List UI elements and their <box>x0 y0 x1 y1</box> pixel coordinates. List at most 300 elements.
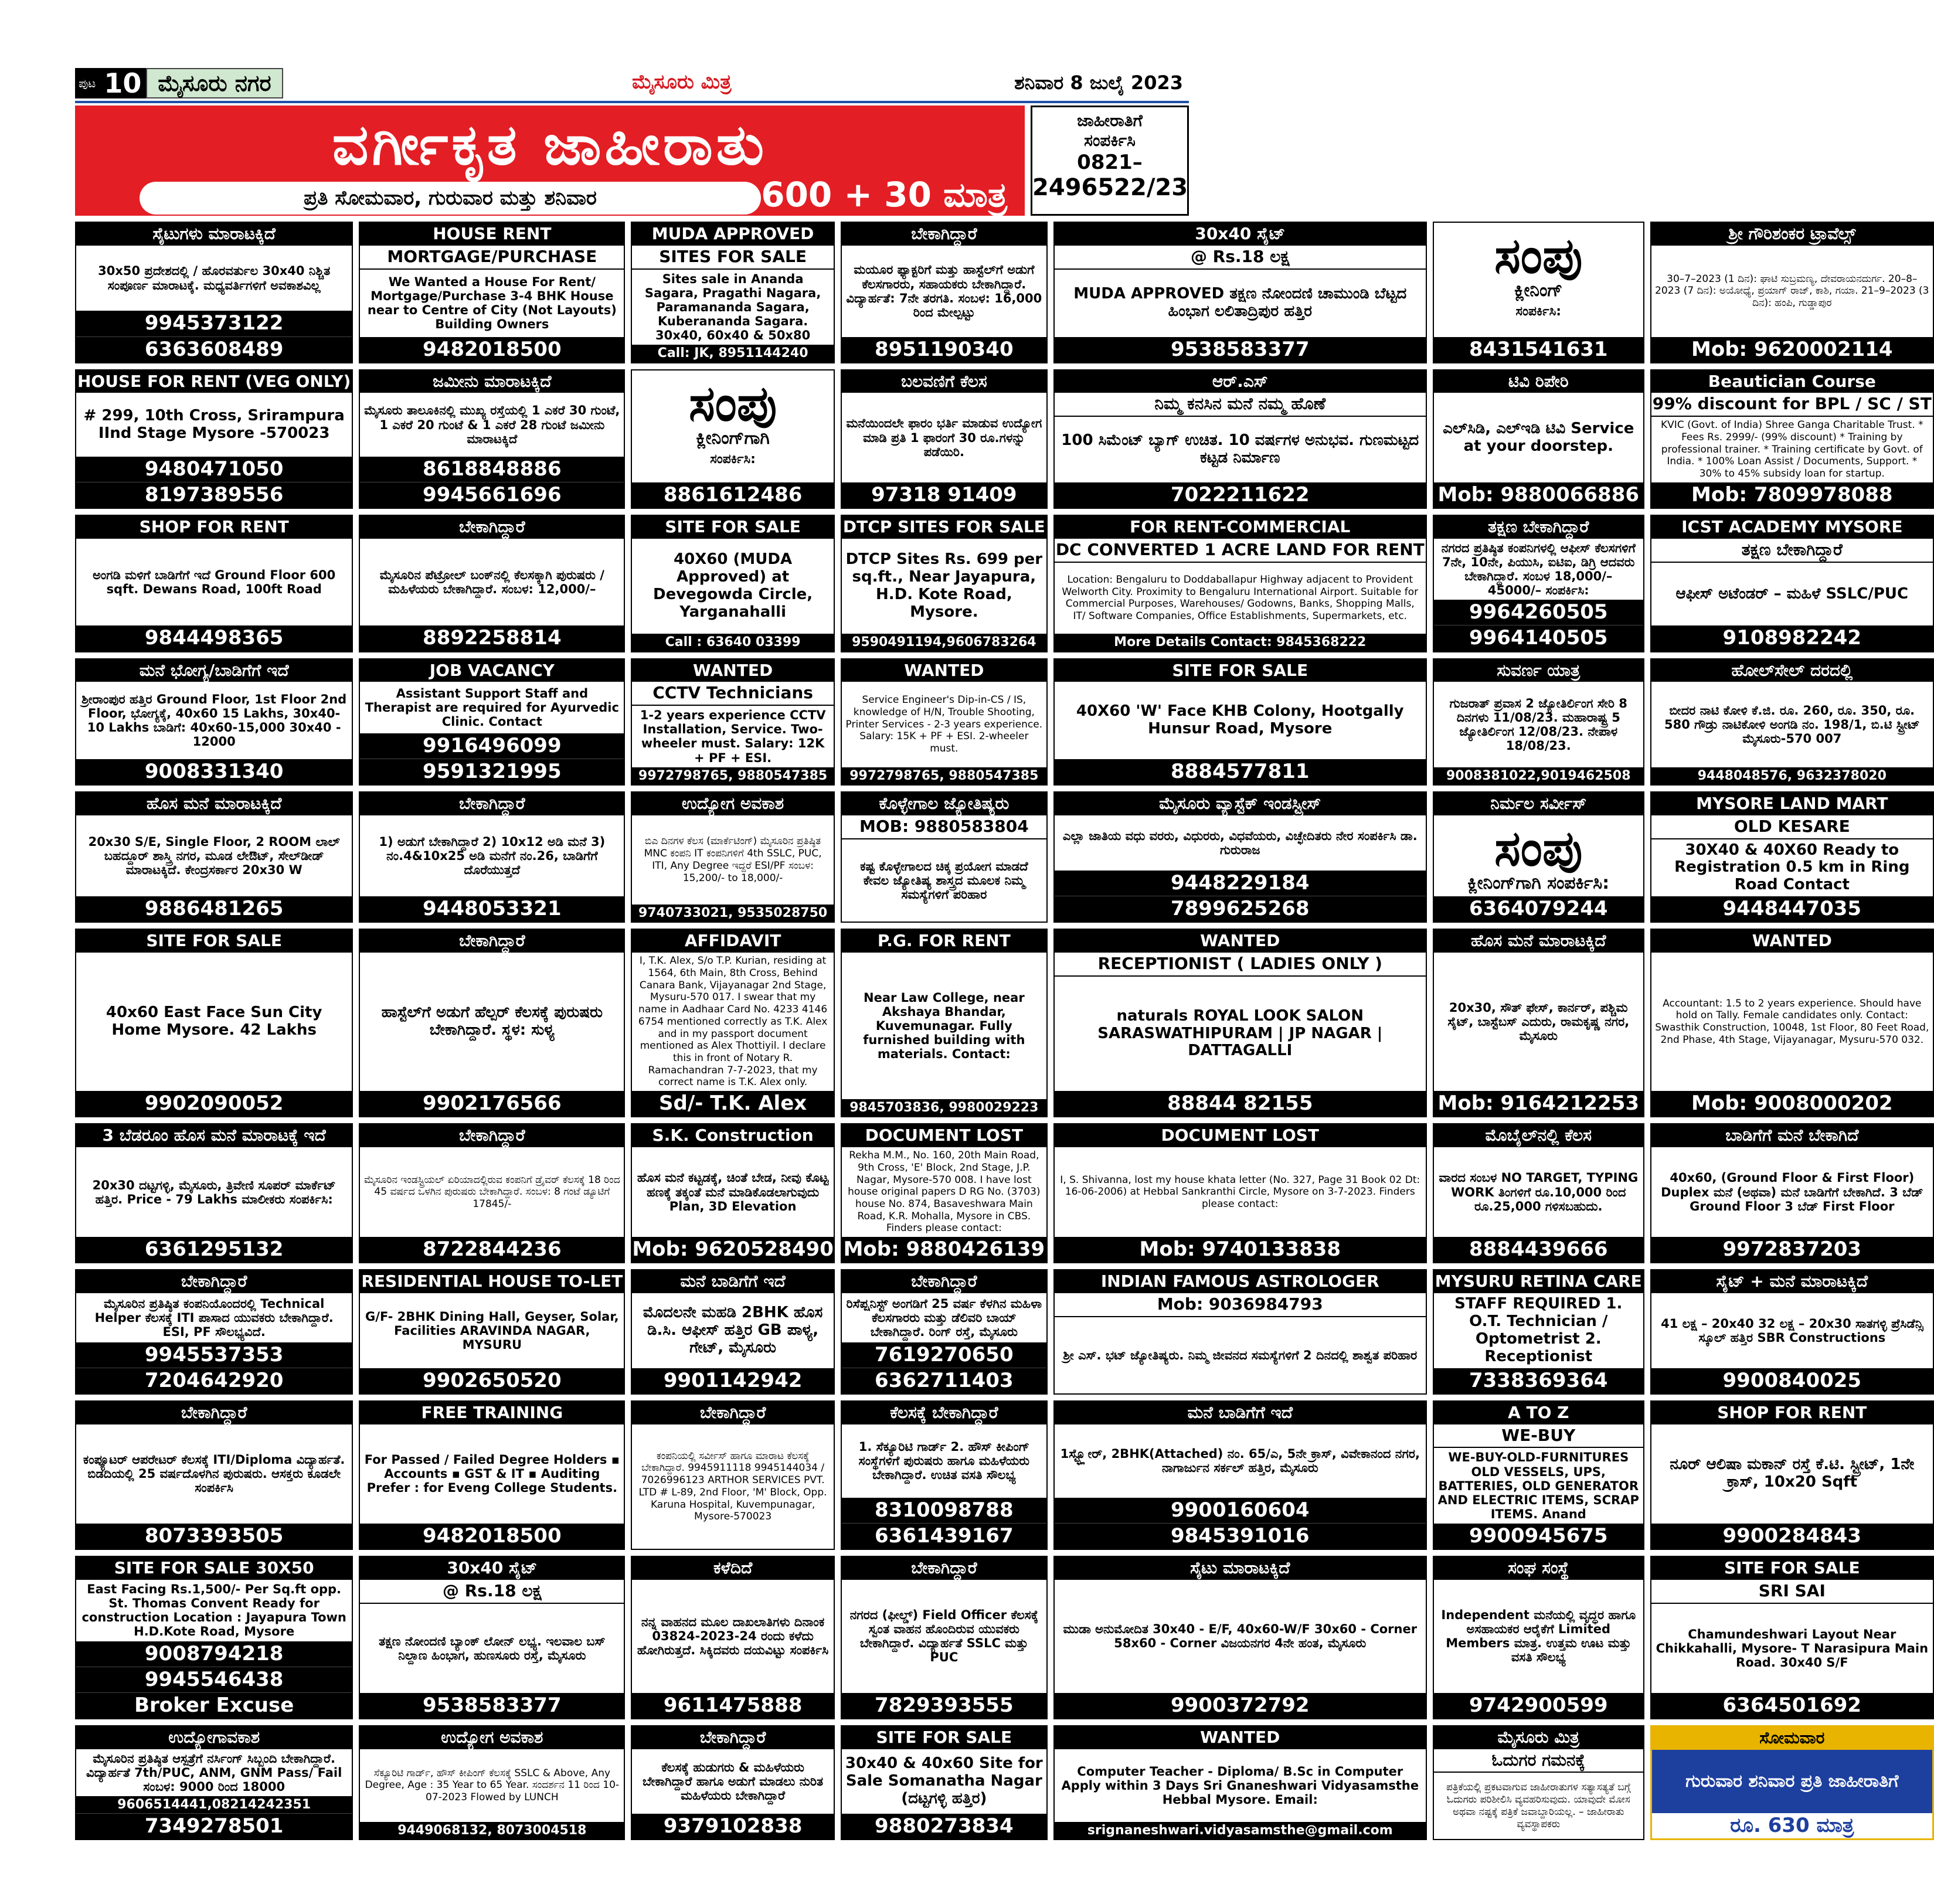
classified-ad <box>1433 1123 1644 1263</box>
ad-heading: SITE FOR SALE <box>76 930 352 953</box>
ad-body: 30–7–2023 (1 ದಿನ): ಘಾಟಿ ಸುಬ್ರಮಣ್ಯ, ದೇವರಾಯನದುರ್ಗ. 20–8–2023 (7 ದಿನ): ಅಯೋಧ್ಯೆ, ಪ್ರಯಾಗ್ ರಾಜ್, ಕಾಶಿ, ಗಯಾ. 21–9–2023 (3 ದಿನ): ಹಂಪಿ, ಗುಡ್ಡಾಪುರ <box>1655 273 1929 310</box>
classified-ad <box>841 1400 1048 1550</box>
ad-heading: A TO Z <box>1434 1402 1643 1424</box>
classified-ad <box>631 515 835 652</box>
classified-ad <box>1650 1400 1934 1550</box>
ad-phone: 9900840025 <box>1651 1368 1933 1393</box>
ad-phone: 9972798765, 9880547385 <box>632 767 834 784</box>
ad-phone: 9482018500 <box>360 1524 624 1549</box>
ad-heading: ಶ್ರೀ ಗೌರಿಶಂಕರ ಟ್ರಾವೆಲ್ಸ್ <box>1651 223 1933 246</box>
classified-ad <box>1053 929 1427 1117</box>
ad-body: ಮೈಸೂರು ತಾಲೂಕಿನಲ್ಲಿ ಮುಖ್ಯ ರಸ್ತೆಯಲ್ಲಿ 1 ಎಕರೆ 30 ಗುಂಟೆ, 1 ಎಕರೆ 20 ಗುಂಟೆ & 1 ಎಕರೆ 28 ಗುಂಟೆ ಜಮೀನು ಮಾರಾಟಕ್ಕಿದೆ <box>364 403 620 446</box>
classified-ad <box>1650 1269 1934 1394</box>
ad-heading: ಬೇಕಾಗಿದ್ದಾರೆ <box>76 1270 352 1293</box>
ad-subheading: @ Rs.18 ಲಕ್ಷ <box>360 1580 624 1604</box>
classified-ad <box>359 791 625 923</box>
ad-phone: 7204642920 <box>76 1368 352 1393</box>
ad-subheading: RECEPTIONIST ( LADIES ONLY ) <box>1055 953 1426 977</box>
ad-heading: HOUSE RENT <box>360 223 624 246</box>
ad-heading: ಸೋಮವಾರ <box>1652 1727 1932 1750</box>
ad-body: 1ಸ್ಟ್ಫ್ಲೋರ್, 2BHK(Attached) ನಂ. 65/ಎ, 5ನೇ ಕ್ರಾಸ್, ವಿವೇಕಾನಂದ ನಗರ, ನಾಗಾರ್ಜುನ ಸರ್ಕಲ್ ಹತ್ತಿರ, ಮೈಸೂರು <box>1060 1447 1420 1475</box>
classified-ad <box>1433 1400 1644 1550</box>
classified-ad <box>841 515 1048 652</box>
ad-subheading: SRI SAI <box>1651 1580 1933 1604</box>
ad-subheading: MOB: 9880583804 <box>842 815 1046 839</box>
ad-body: We Wanted a House For Rent/ Mortgage/Purchase 3-4 BHK House near to Centre of City (Not Layouts) Building Owners <box>367 274 617 332</box>
ad-heading: WANTED <box>1055 1726 1426 1749</box>
ad-heading: ಬೇಕಾಗಿದ್ದಾರೆ <box>842 1557 1046 1580</box>
classified-ad <box>75 515 353 652</box>
classified-ad <box>75 929 353 1117</box>
ad-subtitle: ಕ್ಲೀನಿಂಗ್ <box>1514 280 1563 301</box>
ad-phone: 8884577811 <box>1055 759 1426 784</box>
ad-body: ನನ್ನ ವಾಹನದ ಮೂಲ ದಾಖಲಾತಿಗಳು ದಿನಾಂಕ 03824-2023-24 ರಂದು ಕಳೆದು ಹೋಗಿರುತ್ತದೆ. ಸಿಕ್ಕಿದವರು ದಯವಿಟ್ಟು ಸಂಪರ್ಕಿಸಿ <box>637 1615 829 1658</box>
ad-phone: Sd/- T.K. Alex <box>632 1091 834 1116</box>
ad-heading: ಕಳೆದಿದೆ <box>632 1557 834 1580</box>
ad-heading: RESIDENTIAL HOUSE TO-LET <box>360 1270 624 1293</box>
ad-body: ಹಾಸ್ಟೆಲ್‌ಗೆ ಅಡುಗೆ ಹೆಲ್ಪರ್ ಕೆಲಸಕ್ಕೆ ಪುರುಷರು ಬೇಕಾಗಿದ್ದಾರೆ. ಸ್ಥಳ: ಸುಳ್ಯ <box>381 1004 603 1039</box>
ad-heading: S.K. Construction <box>632 1124 834 1147</box>
ad-heading: JOB VACANCY <box>360 659 624 682</box>
ad-subheading: ನಿಮ್ಮ ಕನಸಿನ ಮನೆ ನಮ್ಮ ಹೊಣೆ <box>1055 393 1426 417</box>
classified-ad <box>1433 369 1644 509</box>
ad-body: ಗುಜರಾತ್ ಪ್ರವಾಸ 2 ಜ್ಯೋತಿರ್ಲಿಂಗ ಸೇರಿ 8 ದಿನಗಳು 11/08/23. ಮಹಾರಾಷ್ಟ್ರ 5 ಜ್ಯೋತಿರ್ಲಿಂಗ 12/08/23. ನೇಪಾಳ 18/08/23. <box>1449 696 1627 753</box>
ad-subheading: ಓದುಗರ ಗಮನಕ್ಕೆ <box>1434 1749 1643 1773</box>
ad-spacer <box>632 467 834 482</box>
ad-subheading: WE-BUY <box>1434 1424 1643 1449</box>
ad-heading: 30x40 ಸೈಟ್ <box>360 1557 624 1580</box>
ad-phone: 9880273834 <box>842 1814 1046 1839</box>
ad-phone: 9902176566 <box>360 1091 624 1116</box>
banner-title: ವರ್ಗೀಕೃತ ಜಾಹೀರಾತು <box>332 111 768 178</box>
ad-heading: ಬೇಕಾಗಿದ್ದಾರೆ <box>76 1402 352 1424</box>
ad-heading: ಬೇಕಾಗಿದ್ದಾರೆ <box>842 1270 1046 1293</box>
ad-body: ಮೈಸೂರಿನ ಪ್ರತಿಷ್ಠಿತ ಕಂಪನಿಯೊಂದರಲ್ಲಿ Technical Helper ಕೆಲಸಕ್ಕೆ ITI ಪಾಸಾದ ಯುವಕರು ಬೇಕಾಗಿದ್ದಾರೆ. ESI, PF ಸೌಲಭ್ಯವಿದೆ. <box>94 1296 334 1339</box>
classified-ad <box>1053 515 1427 652</box>
ad-subheading: MORTGAGE/PURCHASE <box>360 246 624 270</box>
ad-subheading: 99% discount for BPL / SC / ST <box>1651 393 1933 417</box>
header-rule <box>75 101 1189 103</box>
ad-phone: 6364501692 <box>1651 1693 1933 1718</box>
classified-ad <box>841 1269 1048 1394</box>
ad-phone: 6363608489 <box>76 336 352 362</box>
classified-ad <box>631 658 835 786</box>
classified-ad <box>75 1556 353 1719</box>
ad-body: Near Law College, near Akshaya Bhandar, Kuvemunagar. Fully furnished building with materials. Contact: <box>863 990 1025 1062</box>
ad-heading: ಉದ್ಯೋಗ ಅವಕಾಶ <box>360 1726 624 1749</box>
ad-phone: 9611475888 <box>632 1693 834 1718</box>
ad-heading: DOCUMENT LOST <box>842 1124 1046 1147</box>
ad-heading: ಹೊಸ ಮನೆ ಮಾರಾಟಕ್ಕಿದೆ <box>76 793 352 815</box>
ad-body: 40x60 East Face Sun City Home Mysore. 42 Lakhs <box>106 1004 322 1039</box>
ad-body: ಮೈಸೂರಿನ ಇಂಡಸ್ಟ್ರಿಯಲ್ ಏರಿಯಾದಲ್ಲಿರುವ ಕಂಪನಿಗೆ ಡ್ರೈವರ್ ಕೆಲಸಕ್ಕೆ 18 ರಿಂದ 45 ವರ್ಷದ ಒಳಗಿನ ಪುರುಷರು ಬೇಕಾಗಿದ್ದಾರೆ. ಸಂಬಳ: 8 ಗಂಟೆ ಡ್ಯೂಟಿಗೆ 17845/- <box>363 1174 620 1211</box>
classified-ad <box>841 1725 1048 1841</box>
ad-phone: 9008381022,9019462508 <box>1434 767 1643 784</box>
ad-phone: 8722844236 <box>360 1237 624 1262</box>
ad-heading: SITE FOR SALE <box>842 1726 1046 1749</box>
ad-phone: 7349278501 <box>76 1813 352 1839</box>
ad-phone: 9591321995 <box>360 759 624 784</box>
ad-phone: 9900945675 <box>1434 1524 1643 1549</box>
ad-body: ಸೆಕ್ಯೂರಿಟಿ ಗಾರ್ಡ್, ಹೌಸ್ ಕೀಪಿಂಗ್ ಕೆಲಸಕ್ಕೆ SSLC & Above, Any Degree, Age : 35 Year to 65 Year. ಸಂದರ್ಶನ 11 ರಿಂದ 10-07-2023 Flowed by LUNCH <box>365 1767 620 1804</box>
ad-phone: 9902090052 <box>76 1091 352 1116</box>
ad-phone: 9448053321 <box>360 896 624 922</box>
ad-body: ಅಂಗಡಿ ಮಳಿಗೆ ಬಾಡಿಗೆಗೆ ಇದೆ Ground Floor 600 sqft. Dewans Road, 100ft Road <box>93 567 336 597</box>
ad-heading: SITE FOR SALE 30X50 <box>76 1557 352 1580</box>
ad-phone: 6362711403 <box>842 1368 1046 1393</box>
ad-heading: ಉದ್ಯೋಗ ಅವಕಾಶ <box>632 793 834 815</box>
classified-ad <box>75 658 353 786</box>
ad-heading: ಬೇಕಾಗಿದ್ದಾರೆ <box>632 1402 834 1424</box>
ad-body: 40X60 'W' Face KHB Colony, Hootgally Hunsur Road, Mysore <box>1076 702 1404 738</box>
ad-logo: ಸಂಪು <box>1494 226 1583 284</box>
classified-ad <box>841 929 1048 1117</box>
ad-heading: ಸೈಟು ಮಾರಾಟಕ್ಕಿದೆ <box>1055 1557 1426 1580</box>
ad-phone: Broker Excuse <box>76 1692 352 1718</box>
classified-ad <box>1433 515 1644 652</box>
ad-body: Independent ಮನೆಯಲ್ಲಿ ವೃದ್ಧರ ಹಾಗೂ ಅಸಹಾಯಕರ ಆರೈಕೆಗೆ Limited Members ಮಾತ್ರ. ಉತ್ತಮ ಊಟ ಮತ್ತು ವಸತಿ ಸೌಲಭ್ಯ <box>1441 1608 1636 1665</box>
ad-phone: 6364079244 <box>1434 896 1643 922</box>
classified-ad <box>1053 658 1427 786</box>
ad-body: ತಕ್ಷಣ ನೋಂದಣಿ ಬ್ಯಾಂಕ್ ಲೋನ್ ಲಭ್ಯ. ಇಲವಾಲ ಬಸ್ ನಿಲ್ದಾಣ ಹಿಂಭಾಗ, ಹುಣಸೂರು ರಸ್ತೆ, ಮೈಸೂರು <box>379 1634 606 1662</box>
classified-ad <box>1650 222 1934 363</box>
ad-heading: P.G. FOR RENT <box>842 930 1046 953</box>
ad-phone: 8431541631 <box>1434 337 1643 362</box>
ad-body: Rekha M.M., No. 160, 20th Main Road, 9th Cross, 'E' Block, 2nd Stage, J.P. Nagar, Mysore-570 008. I have lost house original papers D RG No. (3703) house No. 874, Basaveshwara Main Road, K.R. Mohalla, Mysore in CBS. Finders please contact: <box>848 1150 1041 1235</box>
ad-heading: WANTED <box>1055 930 1426 953</box>
ad-subheading: ತಕ್ಷಣ ಬೇಕಾಗಿದ್ದಾರೆ <box>1651 539 1933 563</box>
ad-heading: DTCP SITES FOR SALE <box>842 516 1046 539</box>
ad-body: Sites sale in Ananda Sagara, Pragathi Nagara, Paramananda Sagara, Kuberananda Sagara. 30x40, 60x40 & 50x80 <box>644 271 821 343</box>
ad-body: Chamundeshwari Layout Near Chikkahalli, Mysore- T Narasipura Main Road. 30x40 S/F <box>1656 1627 1929 1670</box>
ad-phone: 8310098788 <box>842 1498 1046 1523</box>
ad-body: 30x50 ಪ್ರದೇಶದಲ್ಲಿ / ಹೊರವರ್ತುಲ 30x40 ನಿಶ್ಚಿತ ಸಂಪೂರ್ಣ ಮಾರಾಟಕ್ಕೆ. ಮಧ್ಯವರ್ತಿಗಳಿಗೆ ಅವಕಾಶವಿಲ್ಲ <box>98 264 331 293</box>
ad-phone: 8951190340 <box>842 337 1046 362</box>
ad-phone: 9448048576, 9632378020 <box>1651 767 1933 784</box>
ad-body: Accountant: 1.5 to 2 years experience. Should have hold on Tally. Female candidates only. Contact: Swasthik Construction, 10048, 1st Floor, 80 Feet Road, 2nd Phase, 4th Stage, Vijayanagar, Mysuru-570 032. <box>1655 997 1929 1046</box>
ad-phone: 9945373122 <box>76 311 352 336</box>
ad-phone: 9964260505 <box>1434 600 1643 625</box>
classified-ad <box>1650 1123 1934 1263</box>
ad-body: 1-2 years experience CCTV Installation, Service. Two-wheeler must. Salary: 12K + PF + ESI. <box>640 708 826 765</box>
ad-body: 1) ಅಡುಗೆ ಬೇಕಾಗಿದ್ದಾರೆ 2) 10x12 ಅಡಿ ಮನೆ 3) ನಂ.4&10x25 ಅಡಿ ಮನೆಗೆ ನಂ.26, ಬಾಡಿಗೆಗೆ ದೊರೆಯುತ್ತದೆ <box>379 834 606 878</box>
ad-body: 40x60, (Ground Floor & First Floor) Duplex ಮನೆ (ಅಥವಾ) ಮನೆ ಬಾಡಿಗೆಗೆ ಬೇಕಾಗಿದೆ. 3 ಬೆಡ್ Ground Floor 3 ಬೆಡ್ First Floor <box>1661 1171 1923 1213</box>
classified-ad <box>631 1725 835 1841</box>
ad-heading: ಬೇಕಾಗಿದ್ದಾರೆ <box>360 930 624 953</box>
ad-subtitle: ಕ್ಲೀನಿಂಗ್‌ಗಾಗಿ ಸಂಪರ್ಕಿಸಿ: <box>1467 872 1610 893</box>
ad-phone: 8073393505 <box>76 1524 352 1549</box>
ad-heading: 30x40 ಸೈಟ್ <box>1055 223 1426 246</box>
ad-body: 41 ಲಕ್ಷ – 20x40 32 ಲಕ್ಷ – 20x30 ಸಾತಗಳ್ಳಿ ಪ್ರೆಸಿಡೆನ್ಸಿ ಸ್ಕೂಲ್ ಹತ್ತಿರ SBR Constructions <box>1661 1316 1923 1345</box>
ad-phone: 9945537353 <box>76 1342 352 1368</box>
ad-phone: Mob: 9164212253 <box>1434 1091 1643 1116</box>
ad-heading: WANTED <box>632 659 834 682</box>
ad-phone: 8861612486 <box>632 482 834 508</box>
ad-heading: ಜಮೀನು ಮಾರಾಟಕ್ಕಿದೆ <box>360 370 624 393</box>
ad-heading: ಹೊಸ ಮನೆ ಮಾರಾಟಕ್ಕಿದೆ <box>1434 930 1643 953</box>
ad-body: 20x30, ಸೌತ್ ಫೇಸ್, ಕಾರ್ನರ್, ಪಶ್ಚಿಮ ಸೈಟ್, ಬಾಸ್ಟೆಬಸ್ ಎದುರು, ರಾಮಕೃಷ್ಣ ನಗರ, ಮೈಸೂರು <box>1447 1000 1630 1043</box>
ad-body: ವಾರದ ಸಂಬಳ NO TARGET, TYPING WORK ತಿಂಗಳಿಗೆ ರೂ.10,000 ರಿಂದ ರೂ.25,000 ಗಳಿಸಬಹುದು. <box>1439 1171 1639 1213</box>
ad-phone: Mob: 7809978088 <box>1651 482 1933 508</box>
ad-heading: ನಿರ್ಮಲ ಸರ್ವೀಸ್ <box>1434 793 1643 815</box>
ad-phone: 9606514441,08214242351 <box>76 1796 352 1813</box>
ad-phone: 9972837203 <box>1651 1237 1933 1262</box>
classified-ad <box>1650 1556 1934 1719</box>
ad-phone: 9900372792 <box>1055 1693 1426 1718</box>
classified-ad <box>1650 369 1934 509</box>
ad-subheading: @ Rs.18 ಲಕ್ಷ <box>1055 246 1426 270</box>
ad-phone: 7619270650 <box>842 1342 1046 1368</box>
ad-phone: 6361439167 <box>842 1523 1046 1549</box>
classified-ad <box>1650 1725 1934 1841</box>
classified-ad <box>359 1556 625 1719</box>
ad-heading: WANTED <box>1651 930 1933 953</box>
ad-subheading: OLD KESARE <box>1651 815 1933 839</box>
ad-phone: 9902650520 <box>360 1368 624 1393</box>
classified-ad <box>359 929 625 1117</box>
classified-ad <box>1433 222 1644 363</box>
ad-heading: ಬೇಕಾಗಿದ್ದಾರೆ <box>360 516 624 539</box>
ad-heading: ಉದ್ಯೋಗಾವಕಾಶ <box>76 1726 352 1749</box>
ad-subtitle: ಕ್ಲೀನಿಂಗ್‌ಗಾಗಿ <box>696 427 770 448</box>
classified-ad <box>75 1400 353 1550</box>
ad-phone: 9972798765, 9880547385 <box>842 767 1046 784</box>
ad-heading: ಬೇಕಾಗಿದ್ದಾರೆ <box>360 793 624 815</box>
ad-phone: 9482018500 <box>360 337 624 362</box>
classified-ad <box>75 1269 353 1394</box>
ad-heading: FREE TRAINING <box>360 1402 624 1424</box>
classified-ad <box>841 1556 1048 1719</box>
ad-heading: INDIAN FAMOUS ASTROLOGER <box>1055 1270 1426 1293</box>
classified-ad <box>1650 791 1934 923</box>
classified-ad <box>841 1123 1048 1263</box>
contact-line-3: 0821– <box>1077 151 1143 174</box>
ad-phone: Mob: 9740133838 <box>1055 1237 1426 1262</box>
ad-body: ಮುಡಾ ಅನುಮೋದಿತ 30x40 - E/F, 40x60-W/F 30x60 - Corner 58x60 - Corner ವಿಜಯನಗರ 4ನೇ ಹಂತ, ಮೈಸೂರು <box>1063 1622 1418 1651</box>
ad-body: naturals ROYAL LOOK SALON SARASWATHIPURAM | JP NAGAR | DATTAGALLI <box>1097 1007 1383 1060</box>
ad-heading: ಮನೆ ಬಾಡಿಗೆಗೆ ಇದೆ <box>632 1270 834 1293</box>
ad-phone: 9945661696 <box>360 482 624 508</box>
classified-ad <box>841 222 1048 363</box>
ad-logo: ಸಂಪು <box>1494 818 1583 877</box>
classified-ad <box>841 369 1048 509</box>
ad-heading: ಮೈಸೂರು ವ್ಯಾಸ್ಟೆಕ್ ಇಂಡಸ್ಟ್ರೀಸ್ <box>1055 793 1426 815</box>
ad-subheading: Mob: 9036984793 <box>1055 1293 1426 1317</box>
ad-heading: ಬಾಡಿಗೆಗೆ ಮನೆ ಬೇಕಾಗಿದೆ <box>1651 1124 1933 1147</box>
ad-phone: Call : 63640 03399 <box>632 634 834 651</box>
classified-ad <box>631 1269 835 1394</box>
classified-ad <box>631 1400 835 1550</box>
classified-ad <box>359 1123 625 1263</box>
ad-phone: 9900160604 <box>1055 1498 1426 1523</box>
ad-phone: 7022211622 <box>1055 482 1426 508</box>
ad-phone: srignaneshwari.vidyasamsthe@gmail.com <box>1055 1822 1426 1839</box>
classified-ad <box>75 791 353 923</box>
paper-logo: ಮೈಸೂರು ಮಿತ್ರ <box>632 70 732 94</box>
ad-heading: ಸಂಘ ಸಂಸ್ಥೆ <box>1434 1557 1643 1580</box>
ad-phone: 9448447035 <box>1651 896 1933 922</box>
issue-date: ಶನಿವಾರ 8 ಜುಲೈ 2023 <box>1014 72 1183 94</box>
classified-banner <box>75 106 1025 216</box>
ad-heading: WANTED <box>842 659 1046 682</box>
ad-phone: 9480471050 <box>76 457 352 482</box>
ad-phone: 9449068132, 8073004518 <box>360 1822 624 1839</box>
ad-heading: FOR RENT-COMMERCIAL <box>1055 516 1426 539</box>
classified-ad <box>359 658 625 786</box>
contact-line-4: 2496522/23 <box>1032 174 1188 201</box>
ad-heading: ತಕ್ಷಣ ಬೇಕಾಗಿದ್ದಾರೆ <box>1434 516 1643 539</box>
ad-spacer <box>1434 319 1643 337</box>
ad-body: ಪತ್ರಿಕೆಯಲ್ಲಿ ಪ್ರಕಟವಾಗುವ ಜಾಹೀರಾತುಗಳ ಸತ್ಯಾಸತ್ಯತೆ ಬಗ್ಗೆ ಓದುಗರು ಪರಿಶೀಲಿಸಿ ವ್ಯವಹರಿಸುವುದು. ಯಾವುದೇ ಮೋಸ ಅಥವಾ ನಷ್ಟಕ್ಕೆ ಪತ್ರಿಕೆ ಜವಾಬ್ದಾರಿಯಲ್ಲ. – ಜಾಹೀರಾತು ವ್ಯವಸ್ಥಾಪಕರು <box>1446 1781 1631 1830</box>
ad-body: 30X40 & 40X60 Ready to Registration 0.5 km in Ring Road Contact <box>1674 841 1910 894</box>
ad-phone: 7899625268 <box>1055 896 1426 922</box>
classified-ad <box>359 369 625 509</box>
classified-ad <box>631 1123 835 1263</box>
contact-line-1: ಜಾಹೀರಾತಿಗೆ <box>1077 111 1143 130</box>
ad-contact-box <box>1031 106 1189 216</box>
ad-subheading: DC CONVERTED 1 ACRE LAND FOR RENT <box>1055 539 1426 563</box>
ad-body: 1. ಸೆಕ್ಯೂರಿಟಿ ಗಾರ್ಡ್ 2. ಹೌಸ್ ಕೀಪಿಂಗ್ ಸಂಸ್ಥೆಗಳಿಗೆ ಪುರುಷರು ಹಾಗೂ ಮಹಿಳೆಯರು ಬೇಕಾಗಿದ್ದಾರೆ. ಉಚಿತ ವಸತಿ ಸೌಲಭ್ಯ <box>858 1440 1030 1483</box>
classified-ad <box>631 222 835 363</box>
ad-heading: ಟಿವಿ ರಿಪೇರಿ <box>1434 370 1643 393</box>
page-label: ಪುಟ <box>75 68 99 98</box>
ad-phone: 8618848886 <box>360 457 624 482</box>
ad-phone: 7829393555 <box>842 1693 1046 1718</box>
ad-body: WE-BUY-OLD-FURNITURES OLD VESSELS, UPS, BATTERIES, OLD GENERATOR AND ELECTRIC ITEMS, SCRAP ITEMS. Anand <box>1437 1450 1639 1521</box>
ad-heading: ಬೇಕಾಗಿದ್ದಾರೆ <box>632 1726 834 1749</box>
ad-body: MUDA APPROVED ತಕ್ಷಣ ನೋಂದಣಿ ಚಾಮುಂಡಿ ಬೆಟ್ಟದ ಹಿಂಭಾಗ ಲಲಿತಾದ್ರಿಪುರ ಹತ್ತಿರ <box>1073 285 1407 321</box>
classified-ad <box>1433 1556 1644 1719</box>
ad-subheading: CCTV Technicians <box>632 682 834 706</box>
ad-body: ಮೊದಲನೇ ಮಹಡಿ 2BHK ಹೊಸ ಡಿ.ಸಿ. ಆಫೀಸ್ ಹತ್ತಿರ GB ಪಾಳ್ಯ, ಗೇಟ್, ಮೈಸೂರು <box>643 1304 823 1356</box>
ad-body: For Passed / Failed Degree Holders ▪ Accounts ▪ GST & IT ▪ Auditing Prefer : for Eveng College Students. <box>364 1453 620 1495</box>
ad-body: I, T.K. Alex, S/o T.P. Kurian, residing at 1564, 6th Main, 8th Cross, Behind Canara Bank, Vijayanagar 2nd Stage, Mysuru-570 017. I swear that my name in Aadhaar Card No. 4233 4146 6754 mentioned correctly as T.K. Alex and in my passport document mentioned as Alex Thottiyil. I declare this in front of Notary R. Ramachandran 7-7-2023, that my correct name is T.K. Alex only. <box>638 955 828 1089</box>
ad-body: DTCP Sites Rs. 699 per sq.ft., Near Jayapura, H.D. Kote Road, Mysore. <box>845 550 1043 621</box>
ad-body: Assistant Support Staff and Therapist are required for Ayurvedic Clinic. Contact <box>365 686 619 729</box>
ad-body: ಮಯೂರ ಫ್ಯಾಕ್ಟರಿಗೆ ಮತ್ತು ಹಾಸ್ಟೆಲ್‌ಗೆ ಅಡುಗೆ ಕೆಲಸಗಾರರು, ಸಹಾಯಕರು ಬೇಕಾಗಿದ್ದಾರೆ. ವಿದ್ಯಾರ್ಹತೆ: 7ನೇ ತರಗತಿ. ಸಂಬಳ: 16,000 ರಿಂದ ಮೇಲ್ಪಟ್ಟು <box>846 263 1042 319</box>
ad-heading: Beautician Course <box>1651 370 1933 393</box>
ad-phone: Mob: 9620002114 <box>1651 337 1933 362</box>
ad-heading: SITE FOR SALE <box>1055 659 1426 682</box>
ad-body: ಕೆಲಸಕ್ಕೆ ಹುಡುಗರು & ಮಹಿಳೆಯರು ಬೇಕಾಗಿದ್ದಾರೆ ಹಾಗೂ ಅಡುಗೆ ಮಾಡಲು ನುರಿತ ಮಹಿಳೆಯರು ಬೇಕಾಗಿದ್ದಾರೆ <box>643 1760 824 1803</box>
classified-ad <box>75 369 353 509</box>
ad-heading: SITE FOR SALE <box>632 516 834 539</box>
ad-heading: ಬಲವಣಿಗೆ ಕೆಲಸ <box>842 370 1046 393</box>
ad-heading: SHOP FOR RENT <box>76 516 352 539</box>
ad-phone: ರೂ. 630 ಮಾತ್ರ <box>1652 1813 1932 1838</box>
ad-heading: MYSURU RETINA CARE <box>1434 1270 1643 1293</box>
ad-heading: ಬೇಕಾಗಿದ್ದಾರೆ <box>842 223 1046 246</box>
classified-ad <box>1650 658 1934 786</box>
classified-ad <box>359 222 625 363</box>
ad-heading: HOUSE FOR RENT (VEG ONLY) <box>76 370 352 393</box>
ad-body: STAFF REQUIRED 1. O.T. Technician / Optometrist 2. Receptionist <box>1454 1295 1623 1365</box>
classified-ad <box>1053 369 1427 509</box>
ad-phone: 9916496099 <box>360 733 624 759</box>
ad-phone: 9945546438 <box>76 1667 352 1692</box>
ad-heading: ಮೊಬೈಲ್‌ನಲ್ಲಿ ಕೆಲಸ <box>1434 1124 1643 1147</box>
ad-phone: 7338369364 <box>1434 1368 1643 1393</box>
classified-ad <box>359 1269 625 1394</box>
classified-ad <box>1650 929 1934 1117</box>
classified-ad <box>1433 791 1644 923</box>
ad-heading: ಸುವರ್ಣ ಯಾತ್ರ <box>1434 659 1643 682</box>
classified-ad <box>1650 515 1934 652</box>
classified-ad <box>631 369 835 509</box>
ad-phone: 9448229184 <box>1055 871 1426 896</box>
ad-heading: ಹೋಲ್‌ಸೇಲ್ ದರದಲ್ಲಿ <box>1651 659 1933 682</box>
classified-ad <box>1053 1556 1427 1719</box>
ad-body: ಕಂಪ್ಯೂಟರ್ ಆಪರೇಟರ್ ಕೆಲಸಕ್ಕೆ ITI/Diploma ವಿದ್ಯಾರ್ಹತೆ. ಬಿಡದಿಯಲ್ಲಿ 25 ವರ್ಷದೊಳಗಿನ ಪುರುಷರು. ಆಸಕ್ತರು ಕೂಡಲೇ ಸಂಪರ್ಕಿಸಿ <box>83 1453 345 1495</box>
banner-schedule: ಪ್ರತಿ ಸೋಮವಾರ, ಗುರುವಾರ ಮತ್ತು ಶನಿವಾರ <box>140 182 761 215</box>
ad-body: ಮನೆಯಿಂದಲೇ ಫಾರಂ ಭರ್ತಿ ಮಾಡುವ ಉದ್ಯೋಗ ಮಾಡಿ ಪ್ರತಿ 1 ಫಾರಂಗೆ 30 ರೂ.ಗಳನ್ನು ಪಡೆಯಿರಿ. <box>846 416 1042 459</box>
ad-heading: ಬೇಕಾಗಿದ್ದಾರೆ <box>360 1124 624 1147</box>
classified-ad <box>75 1725 353 1841</box>
classified-ad <box>75 222 353 363</box>
classified-ad <box>1053 1123 1427 1263</box>
ad-phone: 9964140505 <box>1434 625 1643 651</box>
ad-heading: ಕೊಳ್ಳೇಗಾಲ ಜ್ಯೋತಿಷ್ಯರು <box>842 793 1046 815</box>
ad-heading: DOCUMENT LOST <box>1055 1124 1426 1147</box>
banner-price: ರೂ. 600 + 30 ಮಾತ್ರ <box>696 175 1007 215</box>
page-number: 10 <box>99 68 146 98</box>
section-city: ಮೈಸೂರು ನಗರ <box>146 68 283 98</box>
ad-body: 100 ಸಿಮೆಂಟ್ ಬ್ಯಾಗ್ ಉಚಿತ. 10 ವರ್ಷಗಳ ಅನುಭವ. ಗುಣಮಟ್ಟದ ಕಟ್ಟಡ ನಿರ್ಮಾಣ <box>1061 431 1419 467</box>
ad-phone: 9844498365 <box>76 625 352 651</box>
ad-heading: ಸೈಟ್ + ಮನೆ ಮಾರಾಟಕ್ಕಿದೆ <box>1651 1270 1933 1293</box>
ad-phone: 9538583377 <box>360 1693 624 1718</box>
classified-ad <box>1053 222 1427 363</box>
ad-body: ಗುರುವಾರ ಶನಿವಾರ ಪ್ರತಿ ಜಾಹೀರಾತಿಗೆ <box>1685 1770 1899 1791</box>
classified-ad <box>631 791 835 923</box>
ad-body: ಶ್ರೀರಾಂಪುರ ಹತ್ತಿರ Ground Floor, 1st Floor 2nd Floor, ಭೋಗ್ಯಕ್ಕೆ, 40x60 15 Lakhs, 30x40-10 Lakhs ಬಾಡಿಗೆ: 40x60-15,000 30x40 - 12000 <box>81 692 347 749</box>
classified-ad <box>1433 1269 1644 1394</box>
ad-phone: 9538583377 <box>1055 337 1426 362</box>
ad-body: ಕಂಪನಿಯಲ್ಲಿ ಸರ್ವೀಸ್ ಹಾಗೂ ಮಾರಾಟ ಕೆಲಸಕ್ಕೆ ಬೇಕಾಗಿದ್ದಾರೆ. 9945911118 9945144034 / 7026996123 ARTHOR SERVICES PVT. LTD # L-89, 2nd Floor, 'M' Block, Opp. Karuna Hospital, Kuvempunagar, Mysore-570023 <box>638 1450 827 1523</box>
ad-body: ನಗರದ (ಫೀಲ್ಡ್) Field Officer ಕೆಲಸಕ್ಕೆ ಸ್ವಂತ ವಾಹನ ಹೊಂದಿರುವ ಯುವಕರು ಬೇಕಾಗಿದ್ದಾರೆ. ವಿದ್ಯಾರ್ಹತೆ SSLC ಮತ್ತು PUC <box>849 1608 1039 1665</box>
classified-ad <box>359 515 625 652</box>
ad-heading: ಸೈಟುಗಳು ಮಾರಾಟಕ್ಕಿದೆ <box>76 223 352 246</box>
ad-body: ನಗರದ ಪ್ರತಿಷ್ಠಿತ ಕಂಪನಿಗಳಲ್ಲಿ ಆಫೀಸ್ ಕೆಲಸಗಳಿಗೆ 7ನೇ, 10ನೇ, ಪಿಯುಸಿ, ಐಟಿಐ, ಡಿಗ್ರಿ ಆದವರು ಬೇಕಾಗಿದ್ದಾರೆ. ಸಂಬಳ 18,000/– 45000/– ಸಂಪರ್ಕಿಸಿ: <box>1441 540 1636 598</box>
ad-body: Computer Teacher - Diploma/ B.Sc in Computer Apply within 3 Days Sri Gnaneshwari Vidyasamsthe Hebbal Mysore. Email: <box>1061 1764 1419 1807</box>
ad-phone: 9901142942 <box>632 1368 834 1393</box>
ad-body: 20x30 ದಟ್ಟಗಳ್ಳಿ, ಮೈಸೂರು, ತ್ರಿವೇಣಿ ಸೂಪರ್ ಮಾರ್ಕೆಟ್ ಹತ್ತಿರ. Price - 79 Lakhs ಮಾಲೀಕರು ಸಂಪರ್ಕಿಸಿ: <box>92 1178 336 1206</box>
ad-body: ಹೊಸ ಮನೆ ಕಟ್ಟಡಕ್ಕೆ, ಚಿಂತೆ ಬೇಡ, ನೀವು ಕೊಟ್ಟ ಹಣಕ್ಕೆ ತಕ್ಕಂತೆ ಮನೆ ಮಾಡಿಕೊಡಲಾಗುವುದು Plan, 3D Elevation <box>637 1171 829 1213</box>
ad-phone: Mob: 9008000202 <box>1651 1091 1933 1116</box>
classified-ad <box>841 791 1048 923</box>
ad-heading: SITE FOR SALE <box>1651 1557 1933 1580</box>
classified-ad <box>841 658 1048 786</box>
ad-heading: 3 ಬೆಡರೂಂ ಹೊಸ ಮನೆ ಮಾರಾಟಕ್ಕೆ ಇದೆ <box>76 1124 352 1147</box>
ad-heading: ಮನೆ ಬಾಡಿಗೆಗೆ ಇದೆ <box>1055 1402 1426 1424</box>
ad-phone: 88844 82155 <box>1055 1091 1426 1116</box>
ad-body: 30x40 & 40x60 Site for Sale Somanatha Nagar (ದಟ್ಟಗಳ್ಳಿ ಹತ್ತಿರ) <box>845 1755 1043 1807</box>
ad-body: ಎಲ್ಲಾ ಜಾತಿಯ ವಧು ವರರು, ವಿಧುರರು, ವಿಧವೆಯರು, ವಿಚ್ಛೇದಿತರು ನೇರ ಸಂಪರ್ಕಿಸಿ ಡಾ. ಗುರುರಾಜ <box>1062 828 1418 857</box>
ad-body: # 299, 10th Cross, Srirampura IInd Stage Mysore -570023 <box>83 406 345 442</box>
ad-phone: Mob: 9880066886 <box>1434 482 1643 508</box>
ad-phone: Mob: 9620528490 <box>632 1237 834 1262</box>
classified-ad <box>359 1400 625 1550</box>
ad-phone: 9900284843 <box>1651 1524 1933 1549</box>
ad-phone: 9008794218 <box>76 1641 352 1667</box>
ad-body: ಕಷ್ಟ ಕೊಳ್ಳೇಗಾಲದ ಚಿಕ್ಕ ಪ್ರಯೋಗ ಮಾಡದೆ ಕೇವಲ ಜ್ಯೋತಿಷ್ಯ ಶಾಸ್ತ್ರದ ಮೂಲಕ ನಿಮ್ಮ ಸಮಸ್ಯೆಗಳಿಗೆ ಪರಿಹಾರ <box>860 859 1028 902</box>
classified-ad <box>1053 1725 1427 1841</box>
ad-phone: 9008331340 <box>76 759 352 784</box>
classified-ad <box>75 1123 353 1263</box>
ad-logo: ಸಂಪು <box>689 373 777 432</box>
page-badge <box>75 68 283 98</box>
classified-ad <box>1053 1400 1427 1550</box>
